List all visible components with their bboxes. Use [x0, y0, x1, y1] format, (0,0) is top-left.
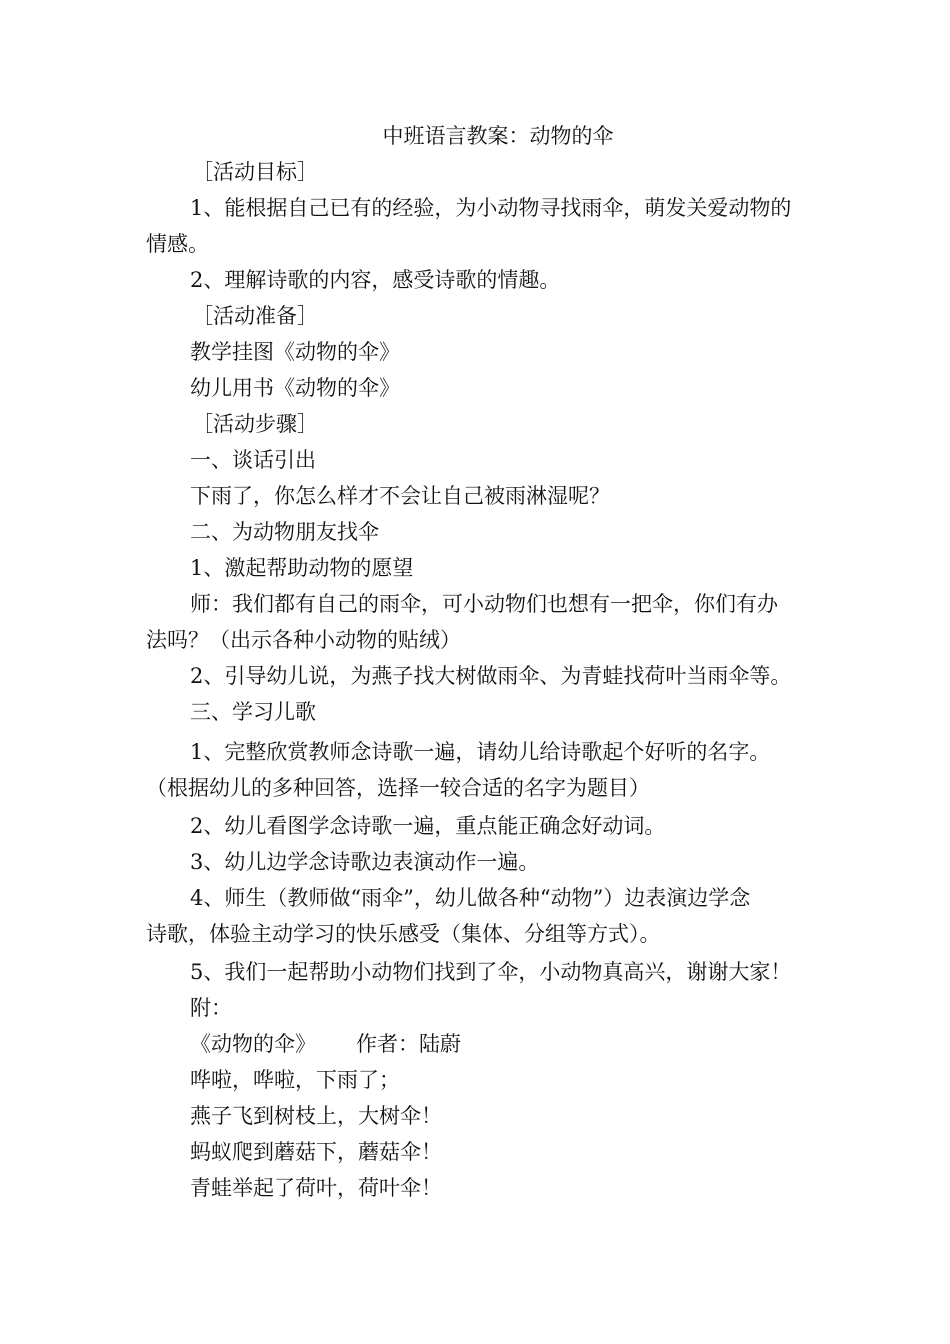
step-3-item-2: 2、幼儿看图学念诗歌一遍，重点能正确念好动词。 — [190, 814, 666, 838]
step-3-item-3: 3、幼儿边学念诗歌边表演动作一遍。 — [190, 850, 540, 874]
poem-title: 《动物的伞》 — [190, 1032, 316, 1056]
poem-line-1: 哗啦，哗啦，下雨了； — [190, 1068, 400, 1092]
step-3-item-4-line-a: 4、师生（教师做“雨伞”，幼儿做各种“动物”）边表演边学念 — [190, 886, 751, 910]
step-3-item-1-line-a: 1、完整欣赏教师念诗歌一遍，请幼儿给诗歌起个好听的名字。 — [190, 740, 771, 764]
step-3-heading: 三、学习儿歌 — [190, 700, 316, 724]
step-2-item-1: 1、激起帮助动物的愿望 — [190, 556, 414, 580]
poem-line-3: 蚂蚁爬到蘑菇下，蘑菇伞！ — [190, 1140, 442, 1164]
step-3-item-1-line-b: （根据幼儿的多种回答，选择一较合适的名字为题目） — [146, 776, 650, 800]
step-2-teacher-line-a: 师：我们都有自己的雨伞，可小动物们也想有一把伞，你们有办 — [190, 592, 778, 616]
prep-heading: ［活动准备］ — [192, 304, 318, 328]
step-3-item-5: 5、我们一起帮助小动物们找到了伞，小动物真高兴，谢谢大家！ — [190, 960, 792, 984]
goal-2: 2、理解诗歌的内容，感受诗歌的情趣。 — [190, 268, 561, 292]
step-1-text: 下雨了，你怎么样才不会让自己被雨淋湿呢？ — [190, 484, 610, 508]
step-1-heading: 一、谈话引出 — [190, 448, 316, 472]
goal-1-line-b: 情感。 — [146, 232, 209, 256]
appendix-label: 附： — [190, 996, 232, 1020]
prep-item-1: 教学挂图《动物的伞》 — [190, 340, 400, 364]
steps-heading: ［活动步骤］ — [192, 412, 318, 436]
goal-1-line-a: 1、能根据自己已有的经验，为小动物寻找雨伞，萌发关爱动物的 — [190, 196, 792, 220]
goals-heading: ［活动目标］ — [192, 160, 318, 184]
prep-item-2: 幼儿用书《动物的伞》 — [190, 376, 400, 400]
poem-line-2: 燕子飞到树枝上，大树伞！ — [190, 1104, 442, 1128]
step-2-heading: 二、为动物朋友找伞 — [190, 520, 379, 544]
step-2-item-2: 2、引导幼儿说，为燕子找大树做雨伞、为青蛙找荷叶当雨伞等。 — [190, 664, 792, 688]
poem-author: 作者：陆蔚 — [356, 1032, 461, 1056]
poem-line-4: 青蛙举起了荷叶，荷叶伞！ — [190, 1176, 442, 1200]
document-title: 中班语言教案：动物的伞 — [382, 124, 614, 148]
step-3-item-4-line-b: 诗歌，体验主动学习的快乐感受（集体、分组等方式）。 — [146, 922, 661, 946]
step-2-teacher-line-b: 法吗？（出示各种小动物的贴绒） — [146, 628, 461, 652]
